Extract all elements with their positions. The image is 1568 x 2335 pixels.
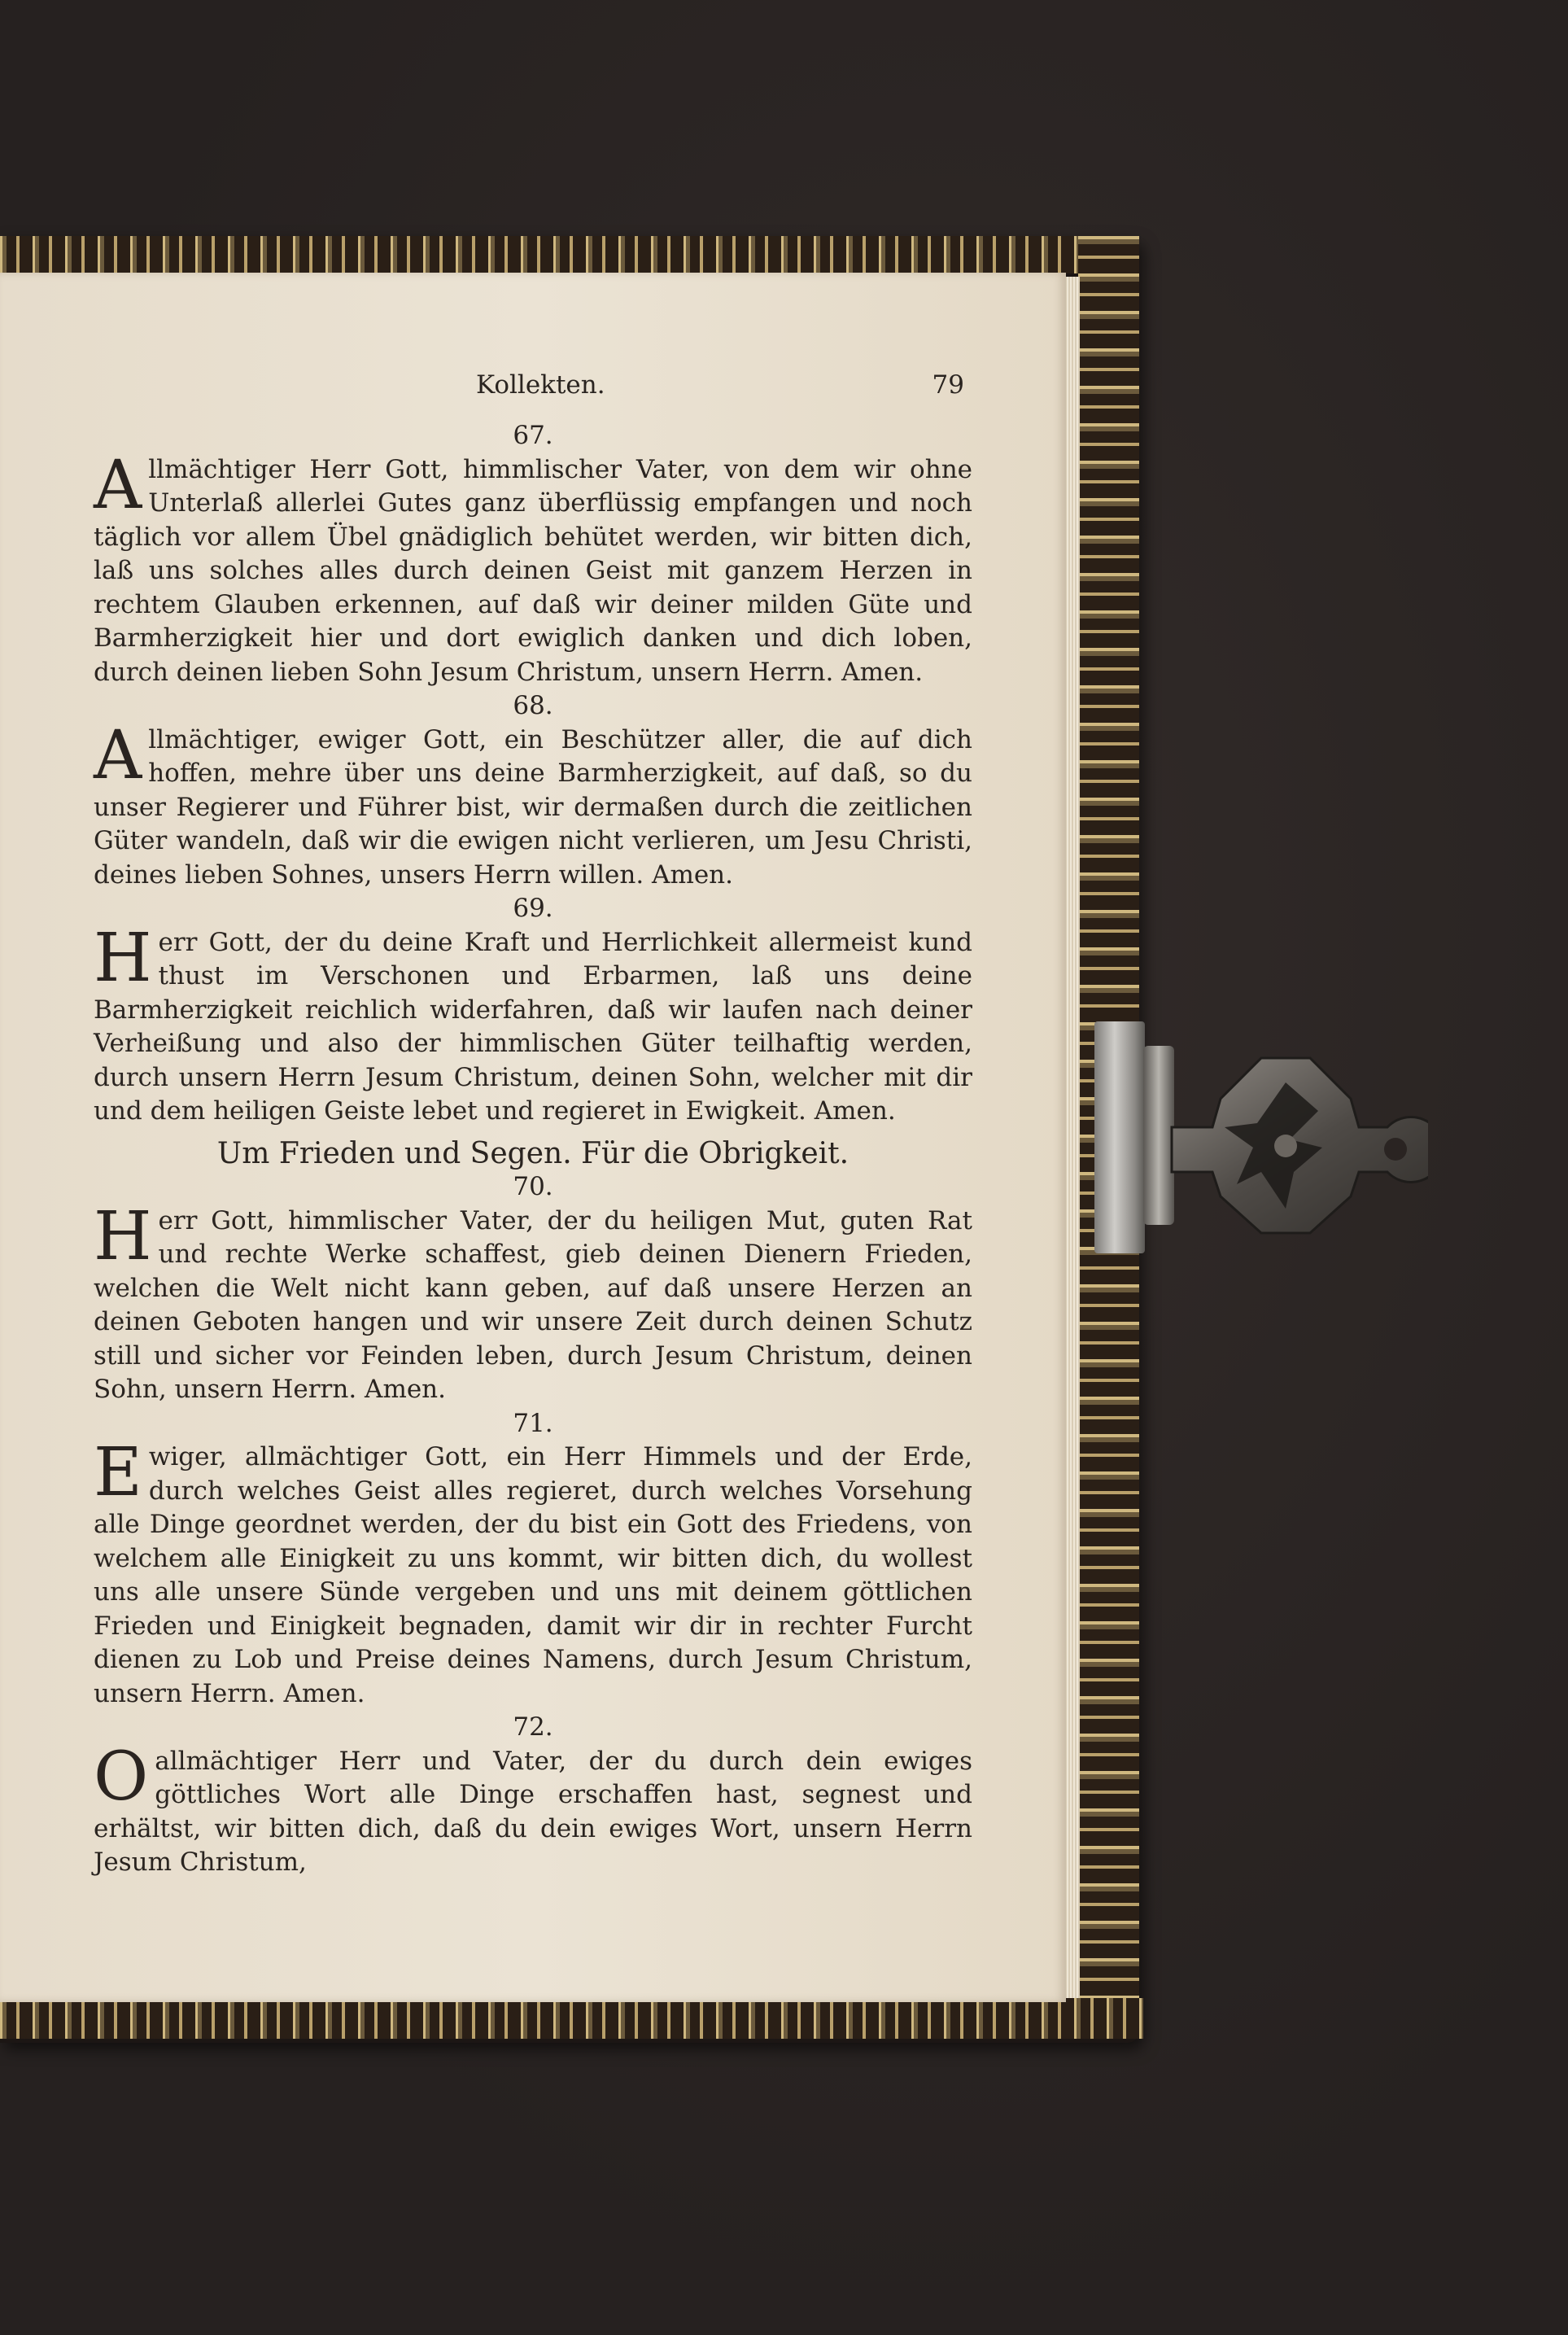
prayer-number: 69.: [513, 894, 553, 923]
prayer-paragraph: [94, 1738, 972, 1880]
drop-cap: O: [94, 1738, 149, 1816]
drop-cap: E: [94, 1434, 142, 1511]
prayer-paragraph: [94, 716, 972, 893]
prayer-text: err Gott, der du deine Kraft und Herrlichkeit allermeist kund thust im Verschonen und Erbarmen, laß uns deine Barmherzigkeit reichlich widerfahren, daß wir laufen nach deiner Verheißung und also der himmlischen Güter teilhaftig werden, durch unsern Herrn Jesum Christum, deinen Sohn, welcher mit dir und dem heiligen Geiste lebet und regieret in Ewigkeit. Amen.: [94, 927, 972, 1126]
section-heading: Um Frieden und Segen. Für die Obrigkeit.: [216, 1136, 850, 1170]
page-text: [94, 419, 972, 1880]
prayer-number: 67.: [513, 421, 553, 450]
drop-cap: A: [94, 716, 142, 794]
prayer-paragraph: [94, 1197, 972, 1407]
prayer-number: 68.: [513, 691, 553, 720]
prayer-text: llmächtiger, ewiger Gott, ein Beschützer aller, die auf dich hoffen, mehre über uns deine Barmherzigkeit, auf daß, so du unser Regierer und Führer bist, wir dermaßen durch die zeitlichen Güter wandeln, daß wir die ewigen nicht verlieren, um Jesu Christi, deines lieben Sohnes, unsers Herrn willen. Amen.: [94, 724, 972, 890]
prayer-paragraph: [94, 1434, 972, 1711]
gilt-border-top: [0, 236, 1127, 273]
gilt-border-bottom: [0, 1998, 1143, 2039]
cross-clasp-icon: [1164, 1050, 1428, 1237]
prayer-text: allmächtiger Herr und Vater, der du durch dein ewiges göttliches Wort alle Dinge erschaffen hast, segnest und erhältst, wir bitten dich, daß du dein ewiges Wort, unsern Herrn Jesum Christum,: [94, 1746, 972, 1877]
drop-cap: A: [94, 446, 142, 524]
page-number: 79: [932, 370, 964, 400]
running-head: [94, 370, 972, 406]
prayer-number: 70.: [513, 1172, 553, 1201]
prayer-paragraph: [94, 919, 972, 1129]
prayer-number: 71.: [513, 1408, 553, 1438]
prayer-number: 72.: [513, 1712, 553, 1742]
clasp-hole: [1384, 1138, 1407, 1161]
drop-cap: H: [94, 919, 152, 997]
prayer-text: llmächtiger Herr Gott, himmlischer Vater, von dem wir ohne Unterlaß allerlei Gutes ganz überflüssig empfangen und noch täglich vor allem Übel gnädiglich behütet werden, wir bitten dich, laß uns solches alles durch deinen Geist mit ganzem Herzen in rechtem Glauben erkennen, auf daß wir deiner milden Güte und Barmherzigkeit hier und dort ewiglich danken und dich loben, durch deinen lieben Sohn Jesum Christum, unsern Herrn. Amen.: [94, 454, 972, 687]
prayer-text: err Gott, himmlischer Vater, der du heiligen Mut, guten Rat und rechte Werke schaffest, gieb deinen Dienern Frieden, welchen die Welt nicht kann geben, auf daß unsere Herzen an deinen Geboten hangen und wir unsere Zeit durch deinen Schutz still und sicher vor Feinden leben, durch Jesum Christum, deinen Sohn, unsern Herrn. Amen.: [94, 1205, 972, 1404]
running-head-title: Kollekten.: [476, 370, 605, 400]
clasp-hinge-plate: [1094, 1021, 1145, 1253]
drop-cap: H: [94, 1197, 152, 1275]
prayer-text: wiger, allmächtiger Gott, ein Herr Himmels und der Erde, durch welches Geist alles regieret, durch welches Vorsehung alle Dinge geordnet werden, der du bist ein Gott des Friedens, von welchem alle Einigkeit zu uns kommt, wir bitten dich, du wollest uns alle unsere Sünde vergeben und uns mit deinem göttlichen Frieden und Einigkeit begnaden, damit wir dir in rechter Furcht dienen zu Lob und Preise deines Namens, durch Jesum Christum, unsern Herrn. Amen.: [94, 1442, 972, 1708]
prayer-paragraph: [94, 446, 972, 690]
